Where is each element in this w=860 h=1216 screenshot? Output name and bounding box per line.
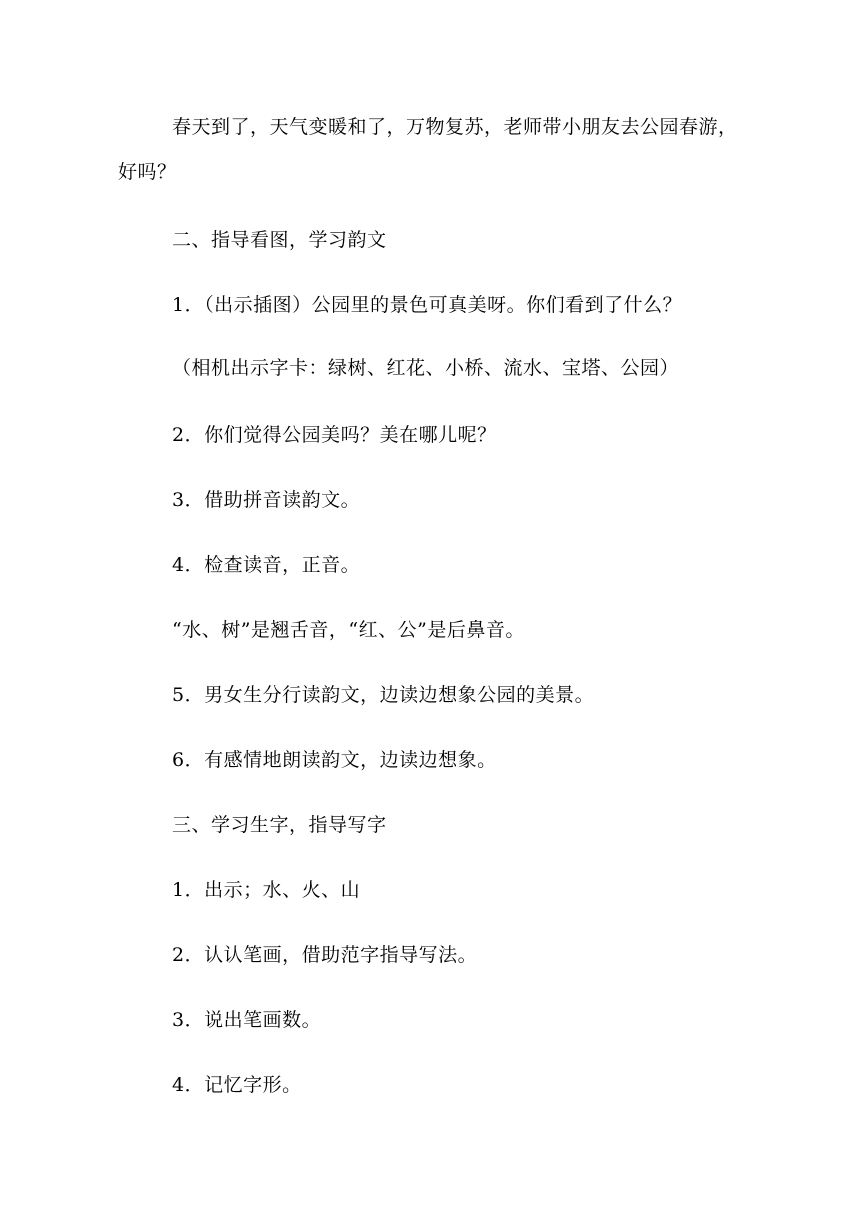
list-item-s3-4: 4．记忆字形。 [172,1074,302,1096]
intro-paragraph-line-1: 春天到了，天气变暖和了，万物复苏，老师带小朋友去公园春游， [172,116,738,138]
intro-paragraph-line-2: 好吗？ [118,161,177,183]
list-item-s2-1: 1．（出示插图）公园里的景色可真美呀。你们看到了什么？ [172,294,683,316]
list-item-s2-2: 2．你们觉得公园美吗？美在哪儿呢？ [172,424,497,446]
list-item-s2-5: 5．男女生分行读韵文，边读边想象公园的美景。 [172,684,595,706]
list-item-s3-2: 2．认认笔画，借助范字指导写法。 [172,944,478,966]
list-item-s2-1-cards: （相机出示字卡：绿树、红花、小桥、流水、宝塔、公园） [172,357,680,379]
section-heading-2: 二、指导看图，学习韵文 [172,229,387,251]
list-item-s2-4-note: “水、树”是翘舌音，“红、公”是后鼻音。 [172,619,525,641]
list-item-s3-3: 3．说出笔画数。 [172,1009,322,1031]
list-item-s2-3: 3．借助拼音读韵文。 [172,489,361,511]
list-item-s3-1: 1．出示；水、火、山 [172,879,361,901]
list-item-s2-6: 6．有感情地朗读韵文，边读边想象。 [172,749,497,771]
section-heading-3: 三、学习生字，指导写字 [172,814,387,836]
list-item-s2-4: 4．检查读音，正音。 [172,554,361,576]
